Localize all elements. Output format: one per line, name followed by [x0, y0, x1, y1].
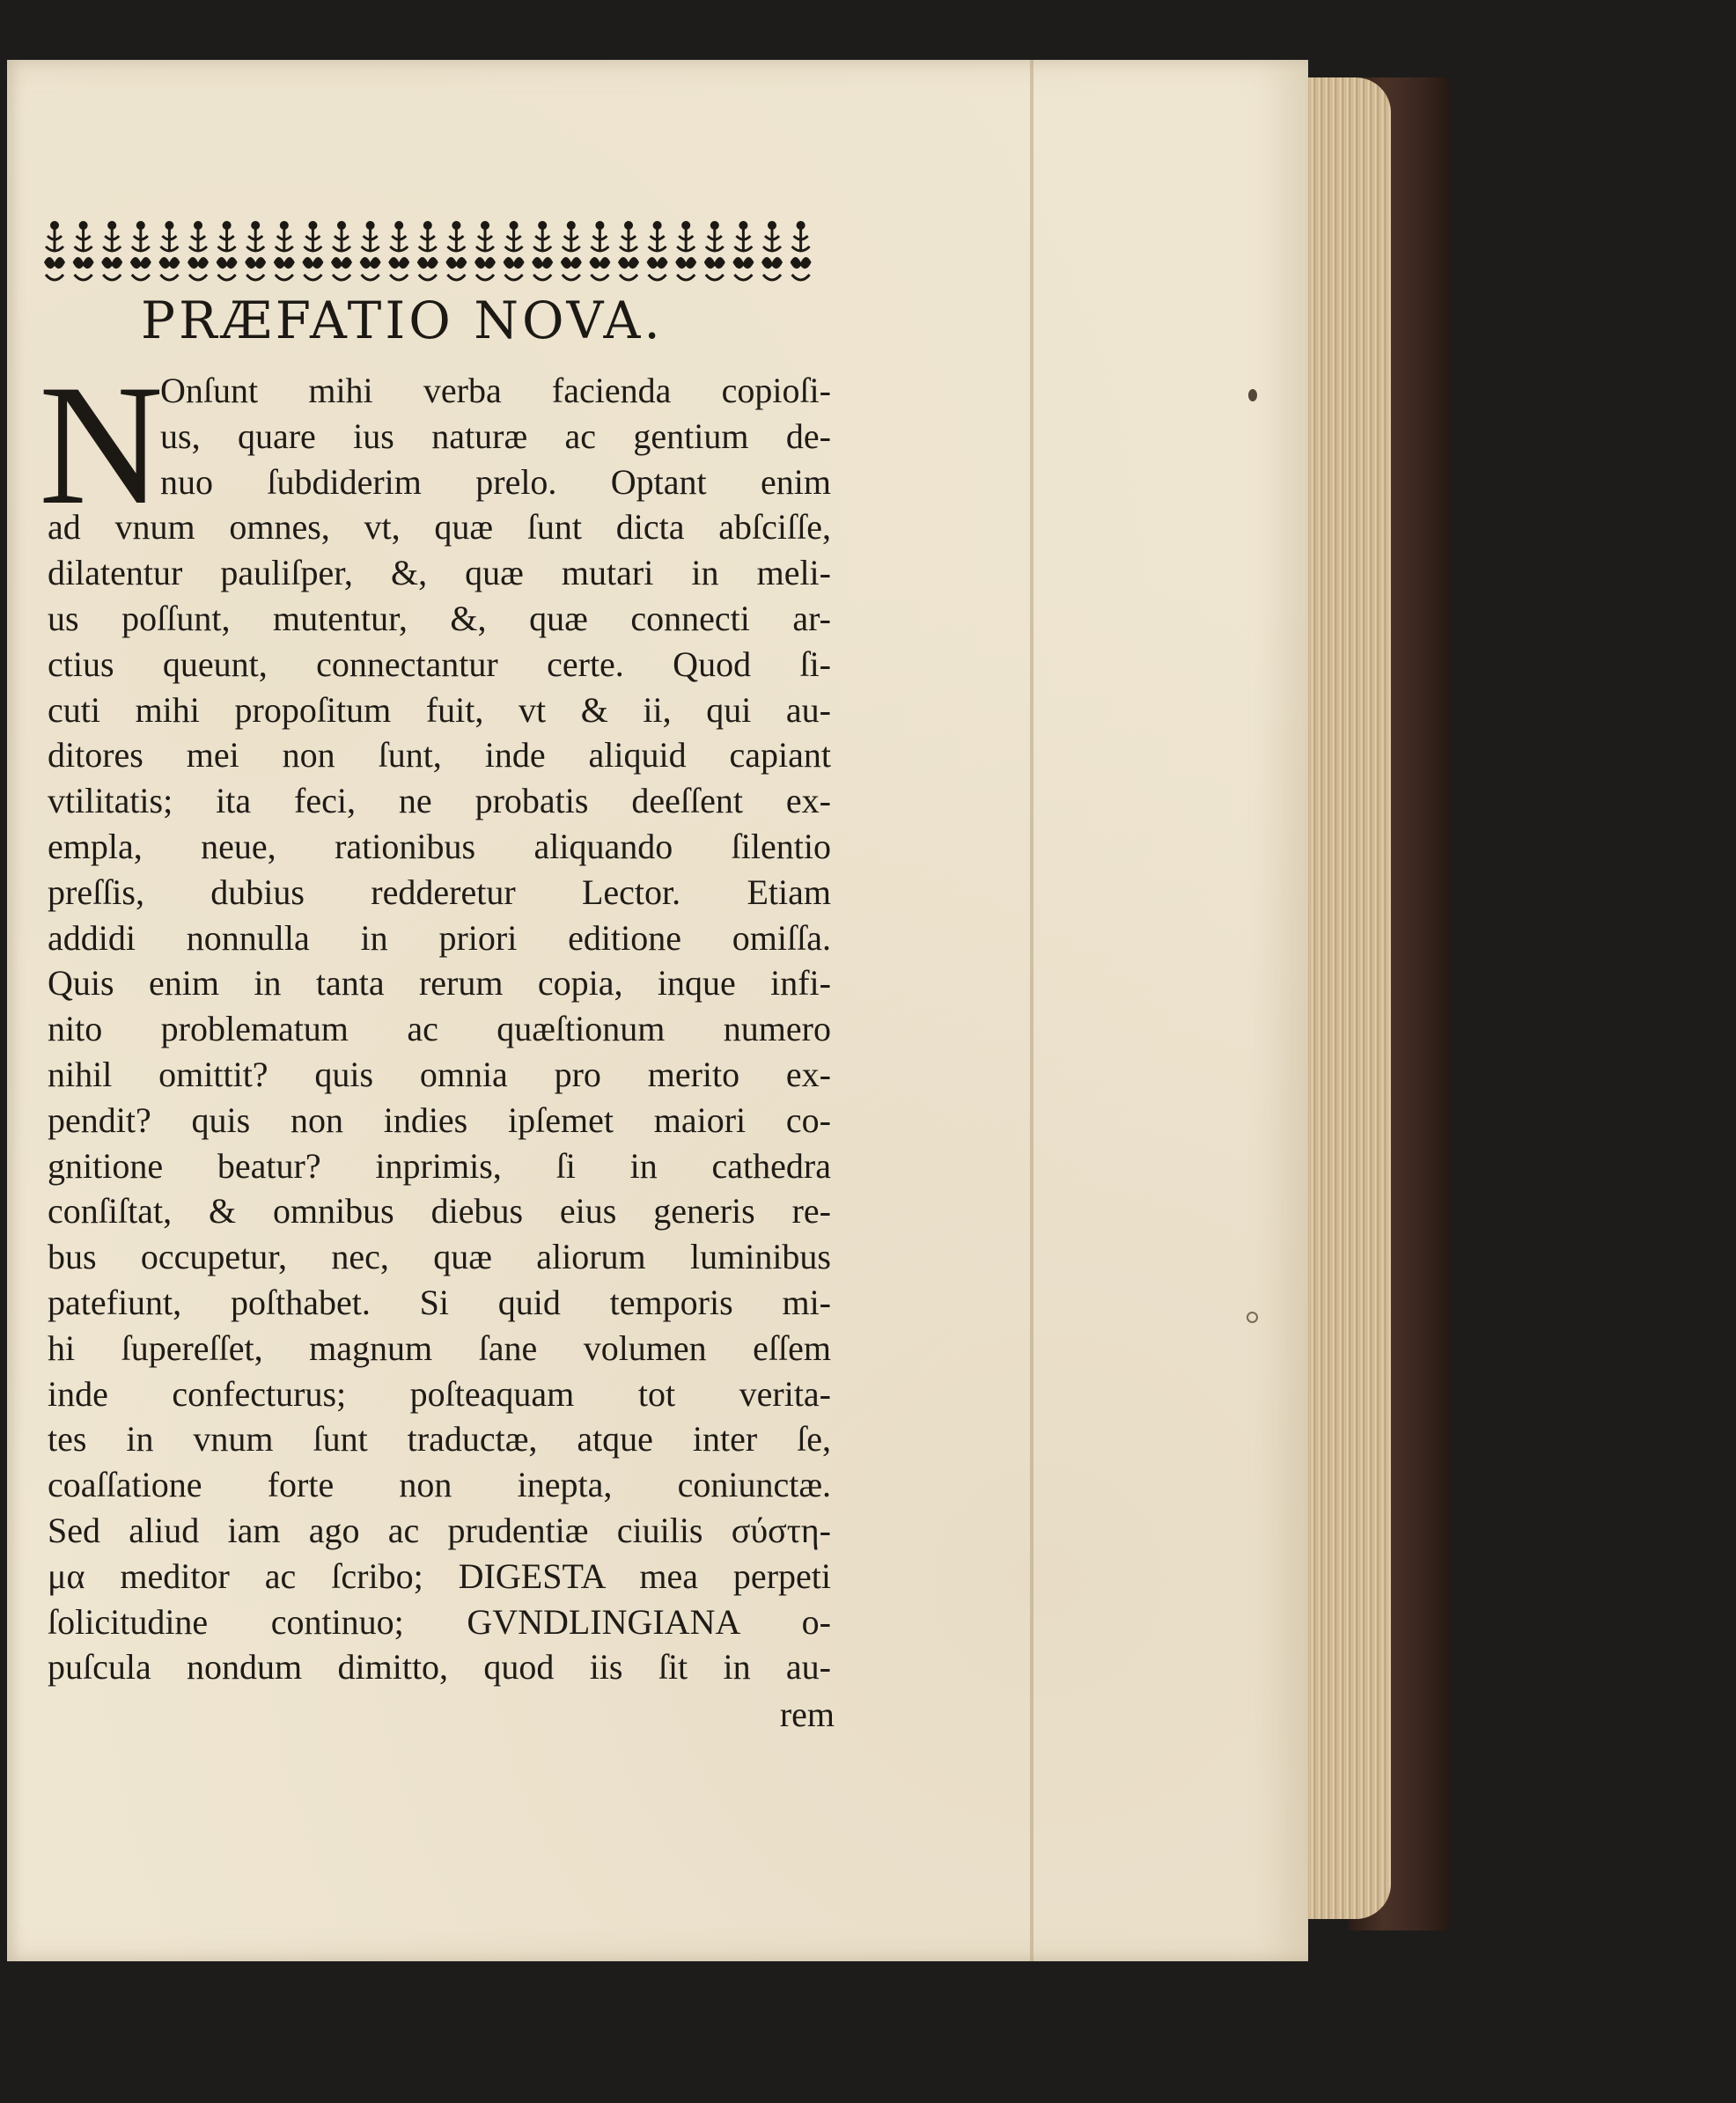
text-line: conſiſtat, & omnibus diebus eius generis re- — [48, 1191, 831, 1232]
ornament-glyph — [618, 221, 639, 280]
page-speck — [1247, 1312, 1258, 1323]
text-line: coaſſatione forte non inepta, coniunctæ. — [48, 1465, 831, 1505]
ornament-glyph — [474, 221, 496, 280]
ornament-glyph — [245, 221, 266, 280]
text-line: pendit? quis non indies ipſemet maiori co- — [48, 1099, 831, 1140]
ornament-glyph — [532, 221, 553, 280]
header-ornament — [39, 213, 822, 285]
text-line: inde confecturus; poſteaquam tot verita- — [48, 1373, 831, 1414]
text-line: ctius queunt, connectantur certe. Quod ſi- — [48, 643, 831, 684]
text-line: dilatentur pauliſper, &, quæ mutari in meli- — [48, 553, 831, 593]
ornament-glyph — [561, 221, 582, 280]
text-line: empla, neue, rationibus aliquando ſilentio — [48, 827, 831, 866]
page-fold — [1030, 60, 1034, 1961]
ornament-glyph — [675, 221, 696, 280]
text-line: Quis enim in tanta rerum copia, inque infi- — [48, 963, 831, 1004]
ornament-glyph — [302, 221, 323, 280]
ornament-glyph — [101, 221, 122, 280]
ornament-glyph — [44, 221, 65, 280]
text-line: nihil omittit? quis omnia pro merito ex- — [48, 1055, 831, 1094]
page-speck — [1248, 389, 1257, 401]
text-line: us, quare ius naturæ ac gentium de- — [160, 415, 831, 456]
ornament-glyph — [732, 221, 754, 280]
ornament-glyph — [445, 221, 467, 280]
ornament-glyph — [274, 221, 295, 280]
text-line: preſſis, dubius redderetur Lector. Etiam — [48, 871, 831, 912]
text-line: addidi nonnulla in priori editione omiſſa. — [48, 917, 831, 958]
text-line: Onſunt mihi verba facienda copioſi- — [160, 371, 831, 410]
text-line: patefiunt, poſthabet. Si quid temporis mi- — [48, 1283, 831, 1322]
text-line: cuti mihi propoſitum fuit, vt & ii, qui au- — [48, 689, 831, 730]
ornament-glyph — [761, 221, 783, 280]
text-line: Sed aliud iam ago ac prudentiæ ciuilis σύστη- — [48, 1511, 831, 1550]
text-line: gnitione beatur? inprimis, ſi in cathedra — [48, 1145, 831, 1186]
ornament-glyph — [331, 221, 352, 280]
text-line: vtilitatis; ita feci, ne probatis deeſſent ex- — [48, 781, 831, 821]
ornament-glyph — [217, 221, 238, 280]
ornament-glyph — [73, 221, 94, 280]
ornament-glyph — [130, 221, 151, 280]
text-line: μα meditor ac ſcribo; DIGESTA mea perpeti — [48, 1555, 831, 1596]
ornament-glyph — [158, 221, 180, 280]
ornament-glyph — [504, 221, 525, 280]
text-line: hi ſupereſſet, magnum ſane volumen eſſem — [48, 1327, 831, 1368]
ornament-glyph — [388, 221, 409, 280]
ornament-glyph — [791, 221, 812, 280]
text-line: nuo ſubdiderim prelo. Optant enim — [160, 461, 831, 502]
ornament-glyph — [417, 221, 438, 280]
text-line: bus occupetur, nec, quæ aliorum luminibus — [48, 1237, 831, 1277]
text-line: us poſſunt, mutentur, &, quæ connecti ar- — [48, 599, 831, 638]
text-line: tes in vnum ſunt traductæ, atque inter ſe, — [48, 1419, 831, 1460]
text-line: nito problematum ac quæſtionum numero — [48, 1009, 831, 1049]
text-line: ditores mei non ſunt, inde aliquid capiant — [48, 735, 831, 776]
ornament-glyph — [188, 221, 209, 280]
ornament-glyph — [704, 221, 725, 280]
ornament-glyph — [360, 221, 381, 280]
ornament-glyph — [647, 221, 668, 280]
page-title: PRÆFATIO NOVA. — [141, 290, 664, 350]
text-line: ad vnum omnes, vt, quæ ſunt dicta abſciſſe, — [48, 507, 831, 548]
text-line: ſolicitudine continuo; GVNDLINGIANA o- — [48, 1601, 831, 1642]
drop-cap: N — [39, 349, 164, 540]
text-line: puſcula nondum dimitto, quod iis ſit in au- — [48, 1647, 831, 1688]
catchword: rem — [779, 1695, 835, 1735]
ornament-glyph — [589, 221, 610, 280]
